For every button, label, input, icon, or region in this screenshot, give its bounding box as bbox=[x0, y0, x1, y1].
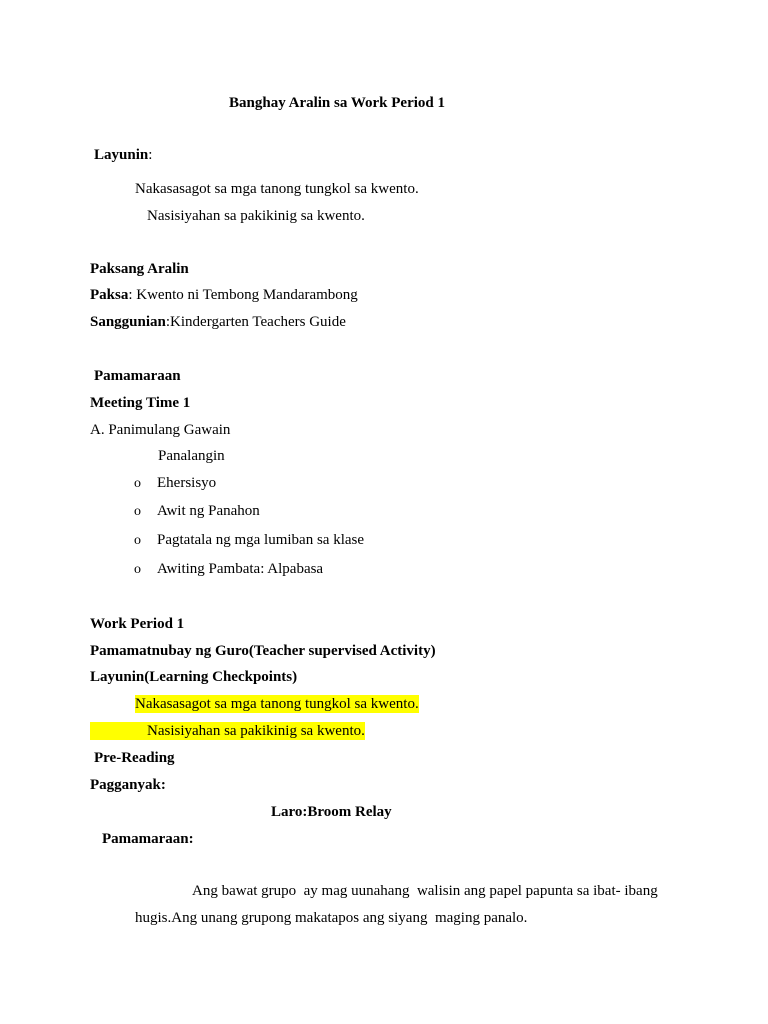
layunin-colon: : bbox=[148, 147, 153, 163]
sanggunian-label: Sanggunian bbox=[90, 314, 166, 330]
meeting-time-heading: Meeting Time 1 bbox=[90, 395, 191, 411]
bullet-icon: o bbox=[134, 476, 141, 491]
pagganyak-heading: Pagganyak: bbox=[90, 777, 166, 793]
pamamaraan-heading: Pamamaraan bbox=[94, 368, 181, 384]
paksa-value: : Kwento ni Tembong Mandarambong bbox=[128, 287, 358, 303]
layunin-item: Nakasasagot sa mga tanong tungkol sa kwento. bbox=[135, 181, 419, 197]
highlighted-objective: Nasisiyahan sa pakikinig sa kwento. bbox=[90, 722, 365, 740]
laro-title: Laro:Broom Relay bbox=[271, 804, 392, 820]
paksa-label: Paksa bbox=[90, 287, 129, 303]
layunin-checkpoints-heading: Layunin(Learning Checkpoints) bbox=[90, 669, 298, 685]
pamamatnubay-heading: Pamamatnubay ng Guro(Teacher supervised Activity) bbox=[90, 643, 436, 659]
paragraph-line: Ang bawat grupo ay mag uunahang walisin ang papel papunta sa ibat- ibang bbox=[192, 883, 658, 899]
highlighted-objective: Nakasasagot sa mga tanong tungkol sa kwento. bbox=[135, 696, 419, 712]
panimulang-gawain: A. Panimulang Gawain bbox=[90, 422, 231, 438]
list-item: Ehersisyo bbox=[157, 475, 217, 491]
paksa-line bbox=[90, 286, 358, 304]
panalangin-item: Panalangin bbox=[158, 448, 225, 464]
paksang-aralin-heading: Paksang Aralin bbox=[90, 261, 189, 277]
paragraph-line: hugis.Ang unang grupong makatapos ang siyang maging panalo. bbox=[135, 910, 528, 926]
sanggunian-value: :Kindergarten Teachers Guide bbox=[165, 314, 346, 330]
bullet-icon: o bbox=[134, 533, 141, 548]
bullet-icon: o bbox=[134, 562, 141, 577]
document-title: Banghay Aralin sa Work Period 1 bbox=[229, 95, 446, 111]
pamamaraan-subheading: Pamamaraan: bbox=[102, 831, 194, 847]
list-item: Awit ng Panahon bbox=[157, 503, 260, 519]
bullet-icon: o bbox=[134, 504, 141, 519]
sanggunian-line bbox=[90, 313, 346, 331]
work-period-heading: Work Period 1 bbox=[90, 616, 185, 632]
list-item: Pagtatala ng mga lumiban sa klase bbox=[157, 532, 365, 548]
pre-reading-heading: Pre-Reading bbox=[94, 750, 175, 766]
layunin-heading bbox=[94, 146, 152, 164]
layunin-label: Layunin bbox=[94, 147, 149, 163]
list-item: Awiting Pambata: Alpabasa bbox=[157, 561, 324, 577]
layunin-item: Nasisiyahan sa pakikinig sa kwento. bbox=[147, 208, 365, 224]
